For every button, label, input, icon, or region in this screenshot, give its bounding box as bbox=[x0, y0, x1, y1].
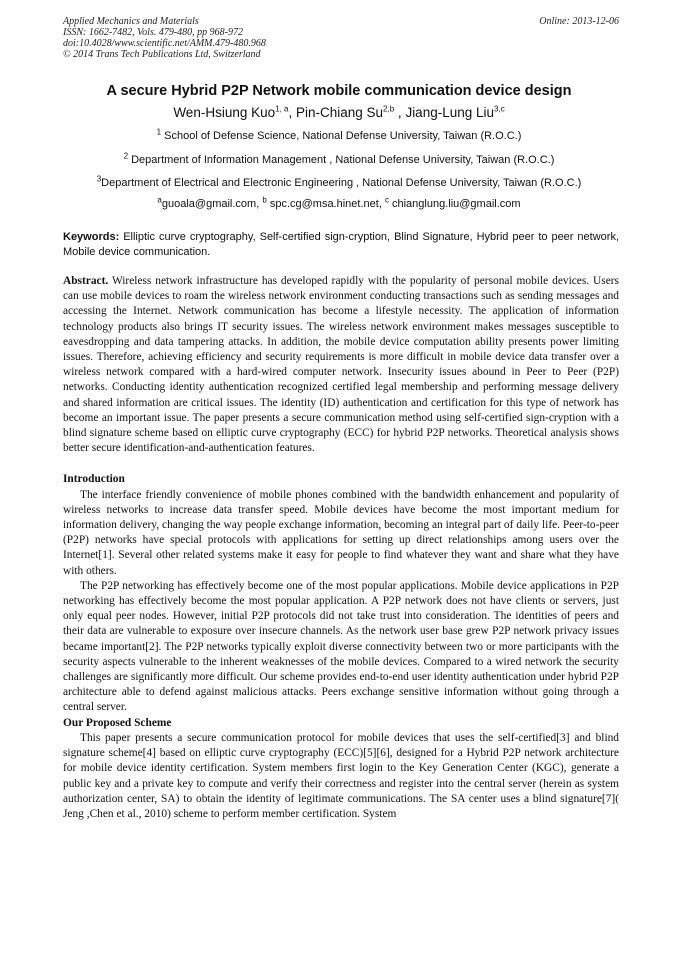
affiliation bbox=[40, 129, 638, 143]
email-text: chianglung.liu@gmail.com bbox=[388, 198, 521, 210]
email-sup: c bbox=[384, 195, 389, 205]
affiliation-text: School of Defense Science, National Defense University, Taiwan (R.O.C.) bbox=[164, 130, 522, 142]
author-sup: 2,b bbox=[383, 104, 395, 114]
affiliation bbox=[40, 176, 638, 190]
keywords bbox=[63, 230, 619, 260]
section-heading-introduction: Introduction bbox=[63, 473, 125, 486]
abstract bbox=[63, 274, 619, 456]
affiliation bbox=[40, 153, 638, 167]
section-heading-proposed-scheme: Our Proposed Scheme bbox=[63, 716, 172, 729]
doi-line: doi:10.4028/www.scientific.net/AMM.479-480.968 bbox=[63, 38, 266, 49]
affiliation-sup: 2 bbox=[123, 151, 129, 161]
paragraph: The P2P networking has effectively become one of the most popular applications. Mobile device applications in P2P networking has effectively become the most popular application. A P2P network does not have clients or servers, just only equal peer nodes. However, initial P2P protocols did not take trust into consideration. The identities of peers and their data are vulnerable to exposure over insecure channels. As the network user base grew P2P network privacy issues became important[2]. The P2P networks typically exploit diverse connectivity between two or more participants with the security aspects vulnerable to the inherent weaknesses of the mobile devices. Compared to a wired network the security challenges are significantly more difficult. Our scheme provides end-to-end user identity authentication under hybrid P2P architecture able to defend against malicious attacks. Peers exchange sensitive information without going through a central server. bbox=[63, 579, 619, 714]
author-list: Wen-Hsiung Kuo$^{1, a}$, Pin-Chiang Su$^{2,b}$ , Jiang-Lung Liu$^{3,c}$ bbox=[173, 104, 505, 120]
keywords-text: Elliptic curve cryptography, Self-certified sign-cryption, Blind Signature, Hybrid peer to peer network, Mobile device communication. bbox=[63, 231, 619, 258]
paper-body bbox=[63, 274, 619, 822]
online-date: Online: 2013-12-06 bbox=[539, 16, 619, 27]
author-sup: 1, a bbox=[275, 104, 289, 114]
copyright-line: © 2014 Trans Tech Publications Ltd, Switzerland bbox=[63, 49, 261, 60]
author-name: Jiang-Lung Liu bbox=[405, 105, 495, 120]
author-sup: 3,c bbox=[494, 104, 505, 114]
journal-name: Applied Mechanics and Materials bbox=[63, 16, 199, 27]
email-sup: a bbox=[157, 195, 162, 205]
affiliation-text: Department of Electrical and Electronic Engineering , National Defense University, Taiwan (R.O.C.) bbox=[101, 177, 582, 189]
abstract-label: Abstract. bbox=[63, 275, 109, 287]
author-name: Wen-Hsiung Kuo bbox=[173, 105, 276, 120]
abstract-text: Wireless network infrastructure has developed rapidly with the popularity of personal mobile devices. Users can use mobile devices to roam the wireless network environment conducting transactions such as sending messages and accessing the Internet. Network communication has become a lifestyle necessity. The application of information technology products also brings IT security issues. The wireless network environment makes messages susceptible to eavesdropping and data tampering attacks. In addition, the mobile device computation ability presents power limiting issues. Therefore, achieving efficiency and security requirements is more difficult in mobile device data transfer over a wireless network compared with a hard-wired computer network. Insecurity issues abound in Peer to Peer (P2P) networks. Conducting identity authentication recognized certified legal membership and performing message delivery and shared information are critical issues. The identity (ID) authentication and certification for this type of network has become an important issue. The paper presents a secure communication method using self-certified sign-cryption with a blind signature scheme based on elliptic curve cryptography (ECC) for hybrid P2P networks. Theoretical analysis shows better secure identification-and-authentication features. bbox=[63, 275, 619, 455]
keywords-label: Keywords: bbox=[63, 231, 120, 243]
issn-line: ISSN: 1662-7482, Vols. 479-480, pp 968-972 bbox=[63, 27, 243, 38]
author-name: Pin-Chiang Su bbox=[295, 105, 384, 120]
paragraph: This paper presents a secure communication protocol for mobile devices that uses the self-certified[3] and blind signature scheme[4] based on elliptic curve cryptography (ECC)[5][6], designed for a Hybrid P2P network architecture for mobile device identity certification. System members first login to the Key Generation Center (KGC), generate a public key and a private key to compute and verify their correctness and register into the central server (herein as system authorization center, SA) to obtain the identity of legitimate communications. The SA center uses a blind signature[7]( Jeng ,Chen et al., 2010) scheme to perform member certification. System bbox=[63, 731, 619, 820]
email-sup: b bbox=[262, 195, 267, 205]
email-text: guoala@gmail.com, bbox=[161, 198, 263, 210]
publication-header bbox=[63, 16, 619, 60]
paper-title: A secure Hybrid P2P Network mobile communication device design bbox=[106, 83, 572, 99]
email-line bbox=[40, 197, 638, 211]
affiliation-sup: 3 bbox=[96, 174, 102, 184]
paragraph: The interface friendly convenience of mobile phones combined with the bandwidth enhancement and popularity of wireless networks to increase data transfer speed. Mobile devices have become the most important medium for information delivery, changing the way people exchange information, becoming an integral part of daily life. Peer-to-peer (P2P) networks have special protocols with applications for setting up direct relationships among users over the Internet[1]. Several other related systems make it easy for people to find whatever they want and share what they have with others. bbox=[63, 488, 619, 577]
affiliation-text: Department of Information Management , National Defense University, Taiwan (R.O.C.) bbox=[131, 154, 555, 166]
email-text: spc.cg@msa.hinet.net, bbox=[266, 198, 385, 210]
affiliation-sup: 1 bbox=[156, 127, 162, 137]
